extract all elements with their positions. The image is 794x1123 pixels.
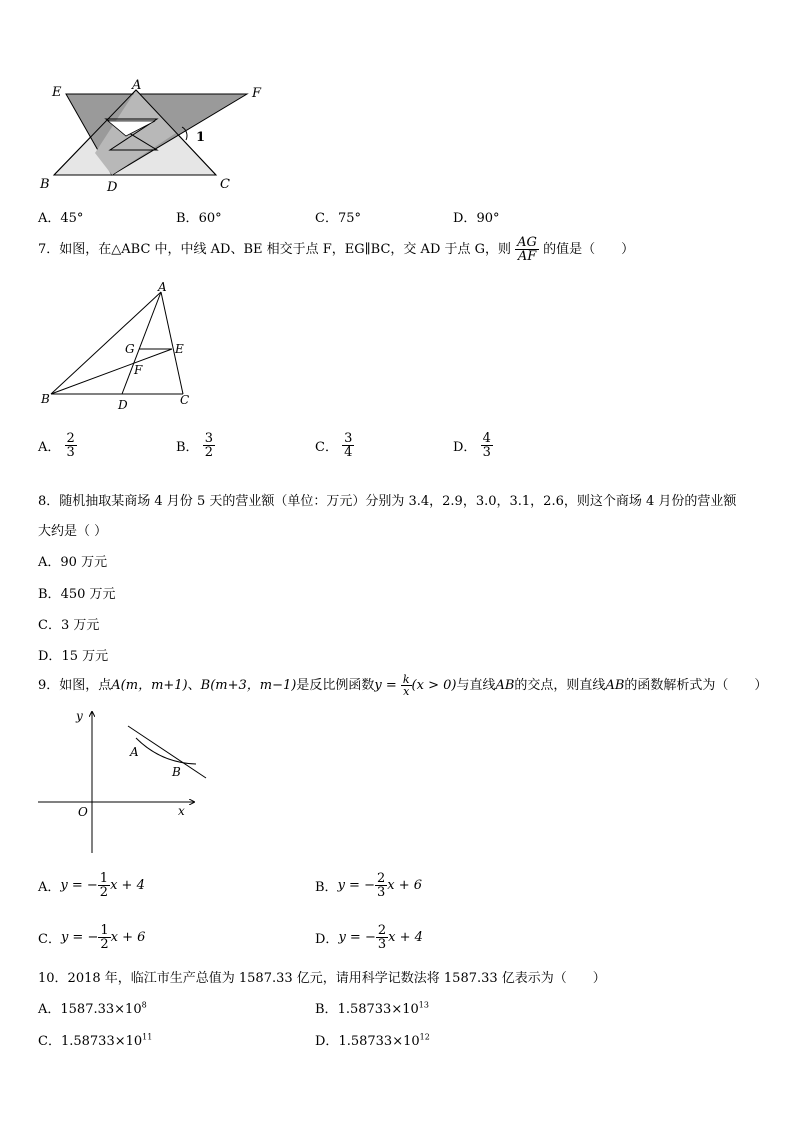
q6-option-a[interactable]: A．45°: [38, 211, 84, 226]
q10-option-b[interactable]: B．$1.58733\times 10^{13}$: [315, 1000, 429, 1017]
q7-stem-before: 7．如图，在△ABC 中，中线 AD、BE 相交于点 F，EG∥BC，交 AD 于点 G，则: [38, 242, 512, 257]
label-y: y: [76, 709, 83, 723]
label-b: B: [172, 765, 181, 779]
label-c: C: [180, 393, 190, 407]
label-d: D: [118, 398, 128, 412]
label-e: E: [52, 85, 62, 100]
median-be: [51, 349, 172, 394]
line-ab: [128, 726, 206, 778]
label-a: A: [130, 745, 139, 759]
q7-fraction: $\frac{AG}{AF}$: [517, 235, 537, 264]
q7-stem-after: 的值是（ ）: [543, 242, 635, 257]
label-b: B: [40, 177, 50, 192]
label-a: A: [158, 280, 167, 294]
q8-option-c[interactable]: C．3 万元: [38, 618, 100, 633]
q8-stem-line2: 大约是（ ）: [38, 524, 108, 539]
q8-stem-line1: 8．随机抽取某商场 4 月份 5 天的营业额（单位：万元）分别为 3.4，2.9，3.0，3.1，2.6，则这个商场 4 月份的营业额: [38, 494, 737, 509]
q8-option-a[interactable]: A．90 万元: [38, 555, 108, 570]
label-f: F: [134, 363, 143, 377]
q9-option-c[interactable]: C．y = − $\frac{1}{2}$ x + 6: [38, 923, 146, 952]
q9-func-fraction: $\frac{k}{x}$: [402, 673, 410, 698]
label-e: E: [175, 342, 184, 356]
point-a-coords: A(m，m+1): [111, 678, 188, 693]
q7-option-c[interactable]: C． $\frac{3}{4}$: [315, 431, 353, 460]
q10-option-c[interactable]: C．$1.58733\times 10^{11}$: [38, 1032, 153, 1049]
q8-option-b[interactable]: B．450 万元: [38, 587, 116, 602]
label-o: O: [78, 805, 88, 819]
q10-stem: 10．2018 年，临江市生产总值为 1587.33 亿元，请用科学记数法将 1587.33 亿表示为（ ）: [38, 971, 606, 986]
label-d: D: [107, 180, 118, 193]
q10-option-d[interactable]: D．$1.58733\times 10^{12}$: [315, 1032, 430, 1049]
q9-stem: 9．如图，点A(m，m+1)、B(m+3，m−1)是反比例函数y = $\frac{k}{x}$ (x > 0)与直线AB的交点，则直线AB的函数解析式为（ ）: [38, 673, 768, 698]
label-angle-1: 1: [196, 130, 206, 145]
label-b: B: [41, 392, 50, 406]
q9-figure: [36, 708, 211, 858]
label-x: x: [178, 804, 185, 818]
q9-option-a[interactable]: A．y = − $\frac{1}{2}$ x + 4: [38, 871, 145, 900]
point-b-coords: B(m+3，m−1): [200, 678, 297, 693]
q6-option-d[interactable]: D．90°: [453, 211, 500, 226]
label-f: F: [252, 86, 262, 101]
q6-option-b[interactable]: B．60°: [176, 211, 222, 226]
label-c: C: [220, 177, 230, 192]
q6-option-c[interactable]: C．75°: [315, 211, 361, 226]
q8-option-d[interactable]: D．15 万元: [38, 649, 109, 664]
q7-option-a[interactable]: A． $\frac{2}{3}$: [38, 431, 75, 460]
q7-figure: [38, 280, 198, 415]
q9-option-d[interactable]: D．y = − $\frac{2}{3}$ x + 4: [315, 923, 423, 952]
q7-option-b[interactable]: B． $\frac{3}{2}$: [176, 431, 213, 460]
q7-stem: [38, 236, 634, 263]
q9-option-b[interactable]: B．y = − $\frac{2}{3}$ x + 6: [315, 871, 423, 900]
q10-option-a[interactable]: A．$1587.33\times 10^8$: [38, 1000, 147, 1017]
q6-figure: [30, 78, 280, 193]
q7-option-d[interactable]: D． $\frac{4}{3}$: [453, 431, 491, 460]
label-a: A: [132, 78, 142, 93]
label-g: G: [125, 342, 135, 356]
